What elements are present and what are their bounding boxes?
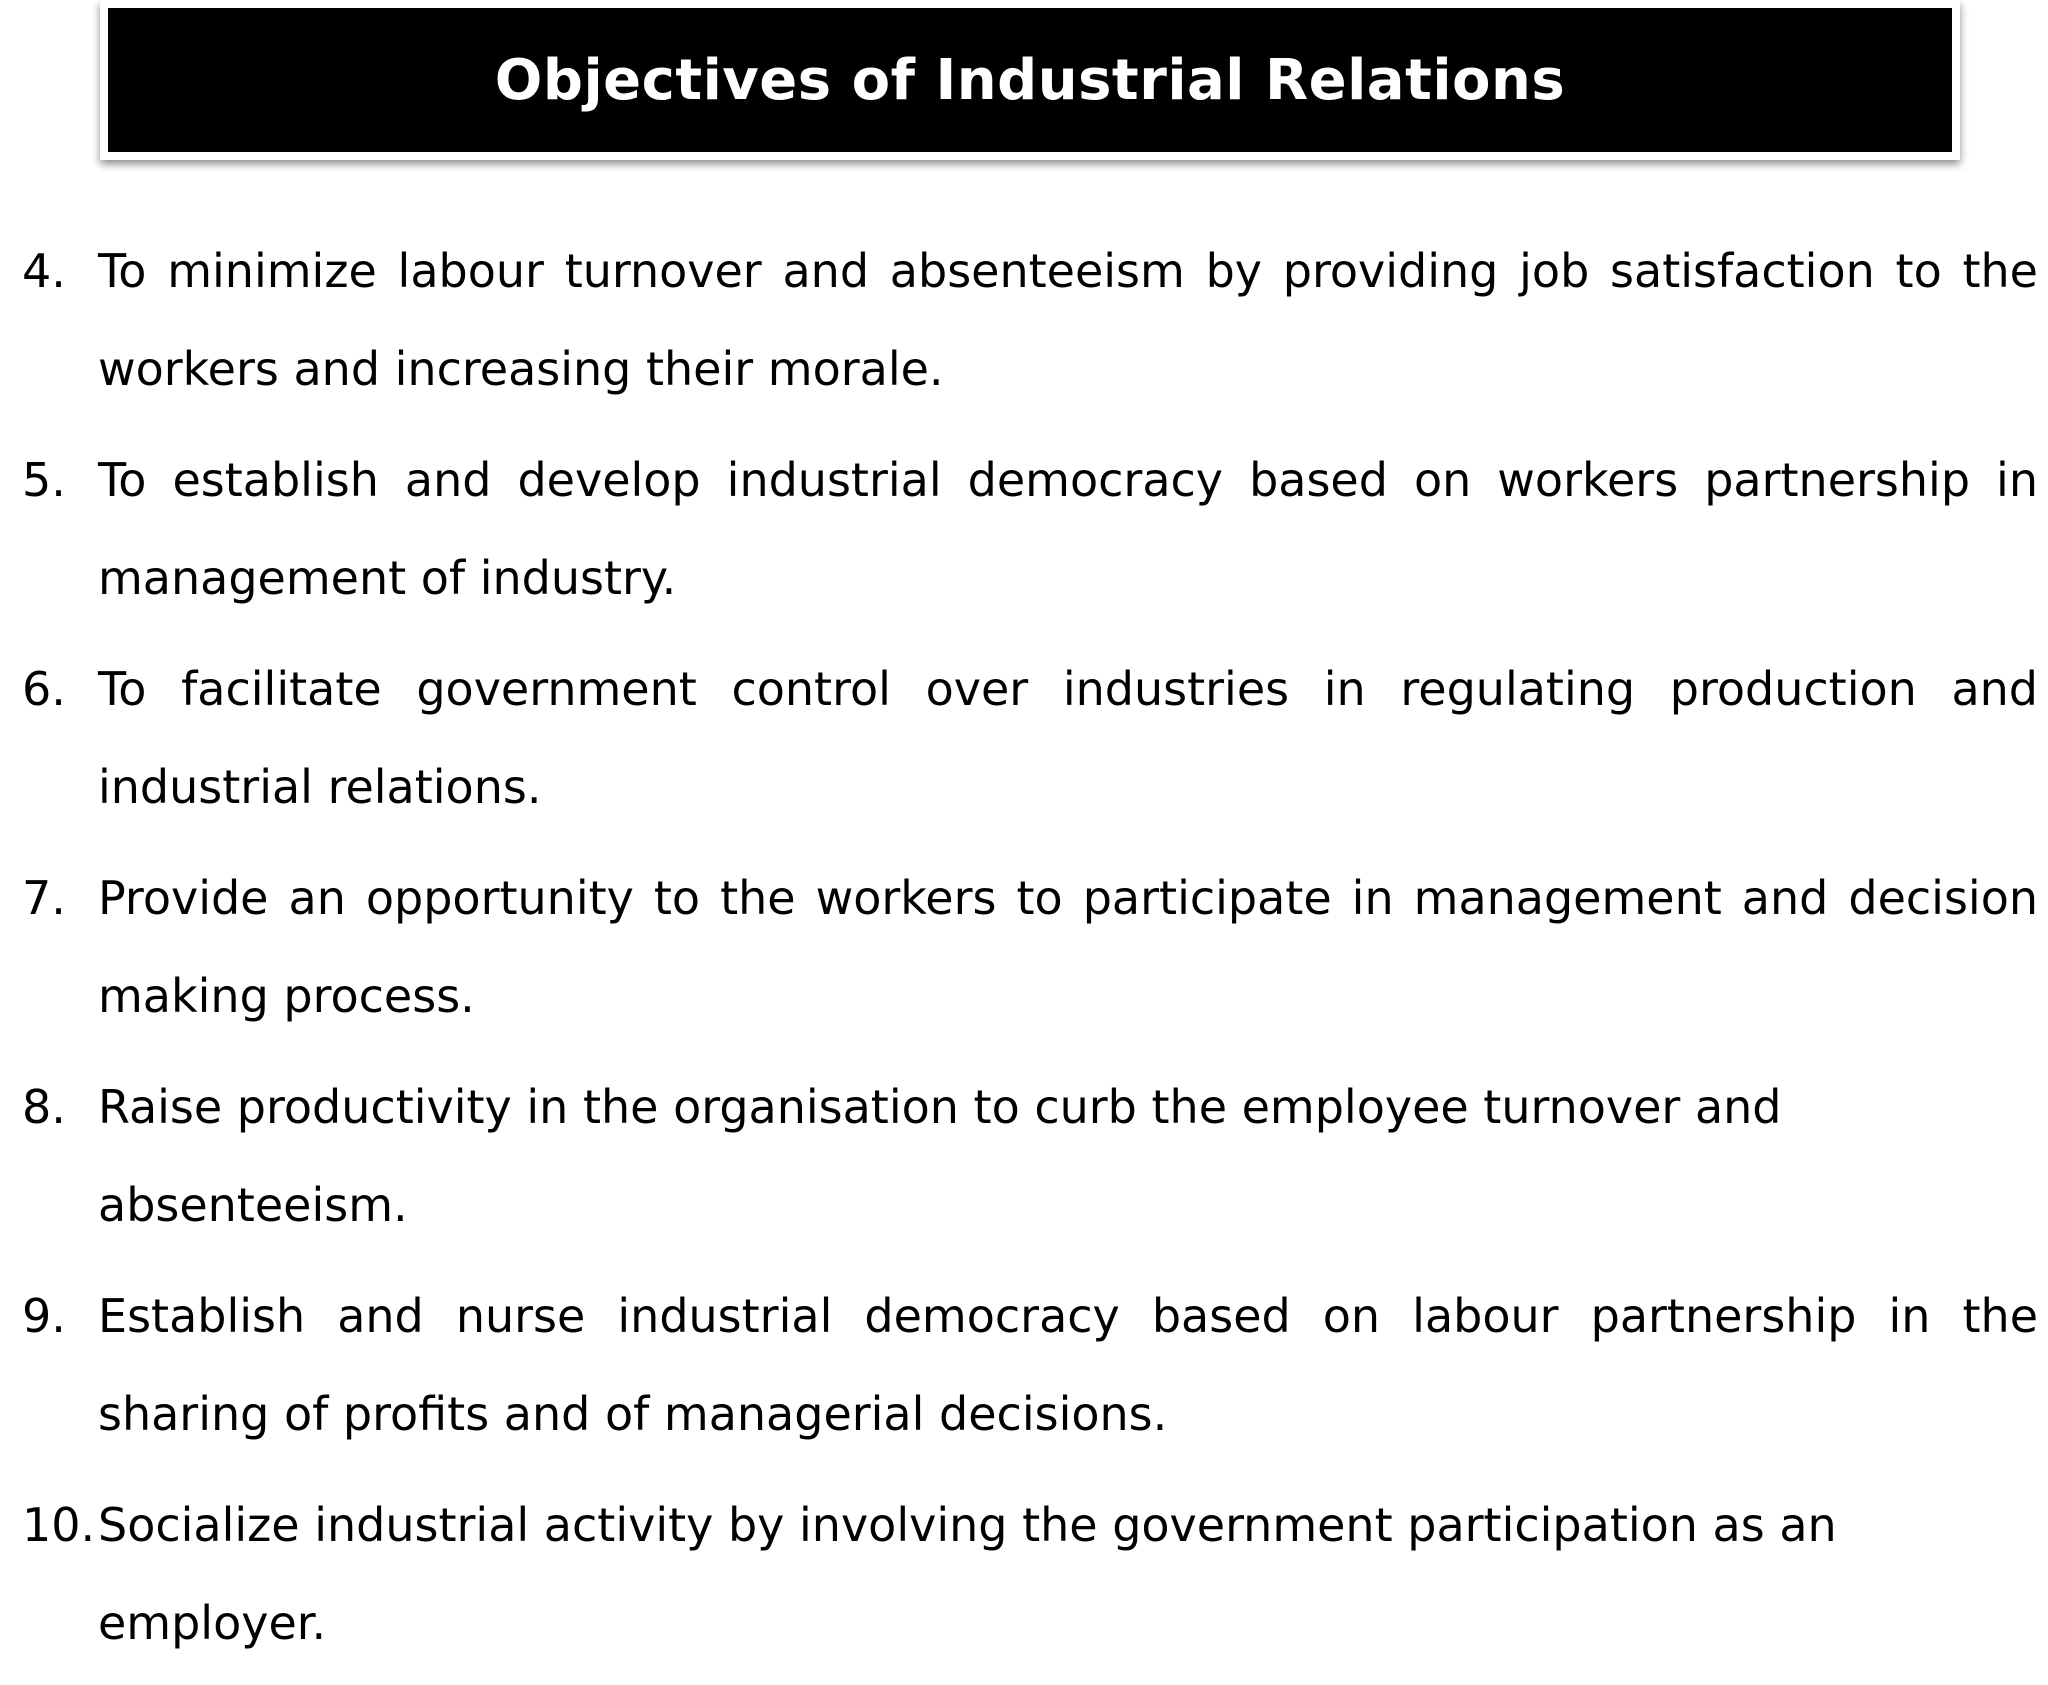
objective-item [22,431,2038,627]
objective-number: 8. [22,1080,66,1134]
objective-number: 6. [22,662,66,716]
objective-text: To establish and develop industrial democracy based on workers partnership in management of industry. [98,453,2038,605]
objective-number: 10. [22,1498,96,1552]
slide-title: Objectives of Industrial Relations [494,47,1566,113]
objective-item [22,1267,2038,1463]
objective-item [22,640,2038,836]
objective-text: Provide an opportunity to the workers to participate in management and decision making process. [98,871,2038,1023]
objective-number: 5. [22,453,66,507]
objective-number: 9. [22,1289,66,1343]
objective-text: To facilitate government control over industries in regulating production and industrial relations. [98,662,2038,814]
objective-item [22,1058,2038,1254]
objective-number: 4. [22,244,66,298]
objective-text: Establish and nurse industrial democracy based on labour partnership in the sharing of profits and of managerial decisions. [98,1289,2038,1441]
objective-item [22,849,2038,1045]
objectives-list [22,222,2038,1685]
objective-text: Raise productivity in the organisation to curb the employee turnover and absenteeism. [98,1080,1782,1232]
objective-number: 7. [22,871,66,925]
slide-title-bar [100,0,1960,160]
objective-item [22,1476,2038,1672]
objective-text: To minimize labour turnover and absenteeism by providing job satisfaction to the workers and increasing their morale. [98,244,2038,396]
objective-item [22,222,2038,418]
objective-text: Socialize industrial activity by involving the government participation as an employer. [98,1498,1837,1650]
